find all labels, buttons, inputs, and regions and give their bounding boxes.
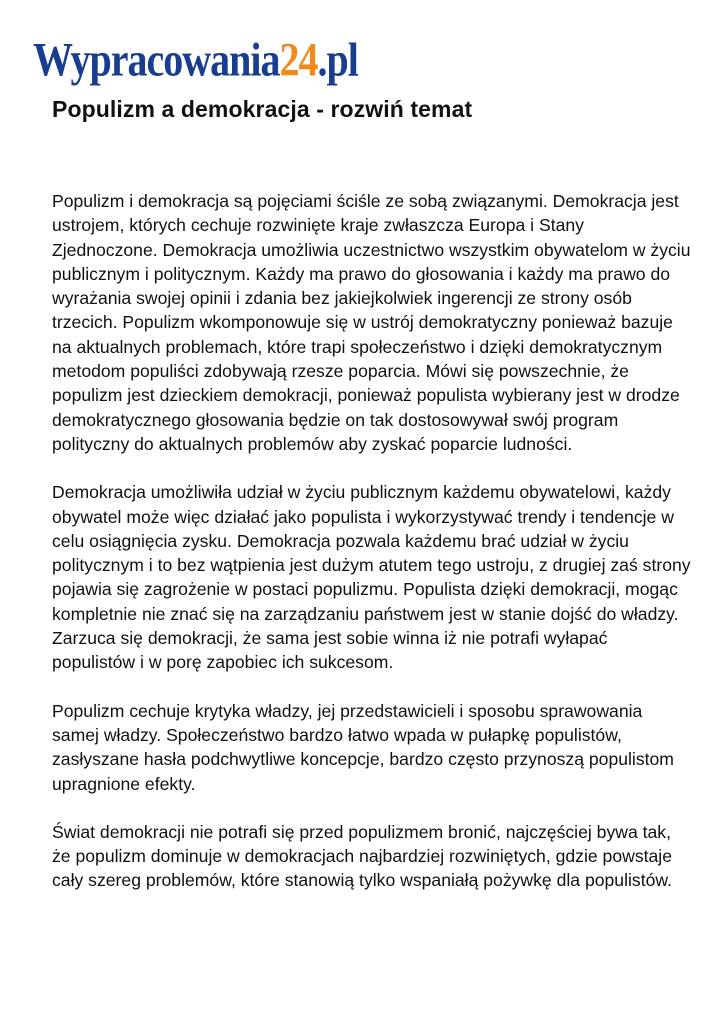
article-body: [52, 189, 692, 917]
paragraph-1: Populizm i demokracja są pojęciami ściśle ze sobą związanymi. Demokracja jest ustrojem, których cechuje rozwinięte kraje zwłaszcza Europa i Stany Zjednoczone. Demokracja umożliwia uczestnictwo wszystkim obywatelom w życiu publicznym i politycznym. Każdy ma prawo do głosowania i każdy ma prawo do wyrażania swojej opinii i zdania bez jakiejkolwiek ingerencji ze strony osób trzecich. Populizm wkomponowuje się w ustrój demokratyczny ponieważ bazuje na aktualnych problemach, które trapi społeczeństwo i dzięki demokratycznym metodom populiści zdobywają rzesze poparcia. Mówi się powszechnie, że populizm jest dzieckiem demokracji, ponieważ populista wybierany jest w drodze demokratycznego głosowania będzie on tak dostosowywał swój program polityczny do aktualnych problemów aby zyskać poparcie ludności.: [52, 191, 691, 454]
paragraph-2: Demokracja umożliwiła udział w życiu publicznym każdemu obywatelowi, każdy obywatel może więc działać jako populista i wykorzystywać trendy i tendencje w celu osiągnięcia zysku. Demokracja pozwala każdemu brać udział w życiu politycznym i to bez wątpienia jest dużym atutem tego ustroju, z drugiej zaś strony pojawia się zagrożenie w postaci populizmu. Populista dzięki demokracji, mogąc kompletnie nie znać się na zarządzaniu państwem jest w stanie dojść do władzy. Zarzuca się demokracji, że sama jest sobie winna iż nie potrafi wyłapać populistów i w porę zapobiec ich sukcesom.: [52, 482, 691, 673]
logo-tld-text: .pl: [317, 33, 358, 87]
page-title: Populizm a demokracja - rozwiń temat: [52, 96, 473, 122]
paragraph-4: Świat demokracji nie potrafi się przed populizmem bronić, najczęściej bywa tak, że populizm dominuje w demokracjach najbardziej rozwiniętych, gdzie powstaje cały szereg problemów, które stanowią tylko wspaniałą pożywkę dla populistów.: [52, 821, 673, 891]
site-logo[interactable]: [33, 8, 358, 87]
paragraph-3: Populizm cechuje krytyka władzy, jej przedstawicieli i sposobu sprawowania samej władzy. Społeczeństwo bardzo łatwo wpada w pułapkę populistów, zasłyszane hasła podchwytliwe koncepcje, bardzo często przynoszą populistom upragnione efekty.: [52, 700, 674, 794]
logo-number-text: 24: [279, 33, 318, 87]
logo-brand-text: Wypracowania: [33, 33, 280, 87]
